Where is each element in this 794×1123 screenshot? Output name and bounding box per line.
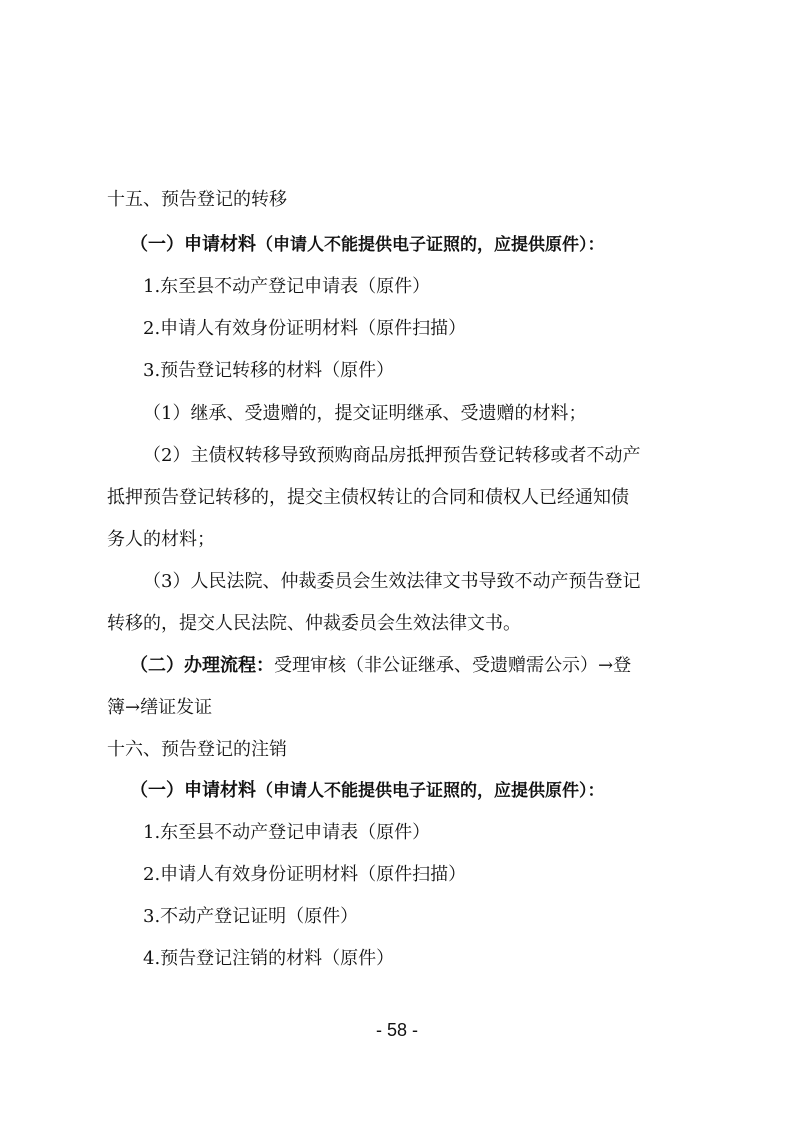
section15-sub-3-line-1: （3）人民法院、仲裁委员会生效法律文书导致不动产预告登记 (143, 571, 641, 592)
section15-item-3: 3.预告登记转移的材料（原件） (143, 360, 395, 381)
section15-sub-2-line-1: （2）主债权转移导致预购商品房抵押预告登记转移或者不动产 (143, 445, 641, 466)
section16-item-3: 3.不动产登记证明（原件） (143, 906, 359, 927)
process-heading: （二）办理流程： (130, 655, 274, 676)
section15-process (130, 653, 631, 679)
section15-sub-2-line-3: 务人的材料； (107, 529, 215, 550)
section16-item-2: 2.申请人有效身份证明材料（原件扫描） (143, 864, 467, 885)
section16-materials-heading (130, 778, 605, 804)
process-text: 受理审核（非公证继承、受遗赠需公示）→登 (274, 655, 632, 676)
section16-item-4: 4.预告登记注销的材料（原件） (143, 948, 395, 969)
section15-item-2: 2.申请人有效身份证明材料（原件扫描） (143, 318, 467, 339)
section15-materials-heading (130, 232, 605, 258)
section15-title: 十五、预告登记的转移 (107, 189, 287, 210)
section15-sub-1: （1）继承、受遗赠的，提交证明继承、受遗赠的材料； (143, 403, 587, 424)
materials-heading-note: （申请人不能提供电子证照的，应提供原件）： (256, 781, 605, 801)
materials-heading-note: （申请人不能提供电子证照的，应提供原件）： (256, 235, 605, 255)
materials-heading-label: （一）申请材料 (130, 780, 256, 801)
section16-title: 十六、预告登记的注销 (107, 739, 287, 760)
materials-heading-label: （一）申请材料 (130, 234, 256, 255)
section15-sub-3-line-2: 转移的，提交人民法院、仲裁委员会生效法律文书。 (107, 613, 521, 634)
section15-item-1: 1.东至县不动产登记申请表（原件） (143, 276, 431, 297)
section15-sub-2-line-2: 抵押预告登记转移的，提交主债权转让的合同和债权人已经通知债 (107, 487, 629, 508)
section15-process-line-2: 簿→缮证发证 (107, 697, 213, 718)
page-number: - 58 - (375, 1020, 418, 1040)
section16-item-1: 1.东至县不动产登记申请表（原件） (143, 822, 431, 843)
